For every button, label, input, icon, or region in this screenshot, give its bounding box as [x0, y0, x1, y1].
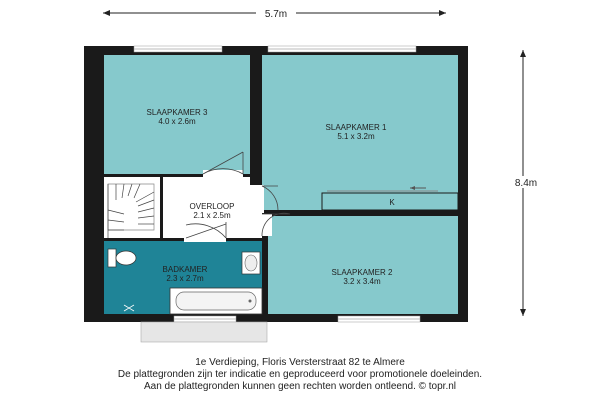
windows-top: [134, 46, 416, 52]
balcony: [141, 322, 267, 342]
height-label: 8.4m: [514, 178, 538, 189]
room-slaapkamer-2: [268, 216, 458, 314]
width-label: 5.7m: [264, 9, 288, 20]
room-name-slaapkamer-3: SLAAPKAMER 3: [146, 108, 208, 117]
room-size-overloop: 2.1 x 2.5m: [193, 211, 231, 220]
room-size-badkamer: 2.3 x 2.7m: [166, 274, 204, 283]
room-size-slaapkamer-1: 5.1 x 3.2m: [337, 132, 375, 141]
width-dimension: [103, 6, 446, 20]
stairs: [104, 177, 160, 238]
room-size-slaapkamer-2: 3.2 x 3.4m: [343, 277, 381, 286]
wall-interior: [160, 176, 163, 238]
room-name-slaapkamer-1: SLAAPKAMER 1: [325, 123, 387, 132]
room-name-overloop: OVERLOOP: [189, 202, 235, 211]
caption-line-2: De plattegronden zijn ter indicatie en geproduceerd voor promotionele doeleinden.: [117, 369, 483, 380]
caption-line-3: Aan de plattegronden kunnen geen rechten worden ontleend. © topr.nl: [143, 381, 457, 392]
height-dimension: [508, 50, 540, 316]
caption-line-1: 1e Verdieping, Floris Versterstraat 82 te Almere: [195, 357, 405, 368]
room-name-slaapkamer-2: SLAAPKAMER 2: [331, 268, 393, 277]
room-size-slaapkamer-3: 4.0 x 2.6m: [158, 117, 196, 126]
closet-label: K: [389, 198, 395, 207]
room-name-badkamer: BADKAMER: [162, 265, 208, 274]
sink: [242, 252, 260, 274]
bathtub: [170, 288, 262, 314]
wall-interior: [262, 210, 458, 216]
